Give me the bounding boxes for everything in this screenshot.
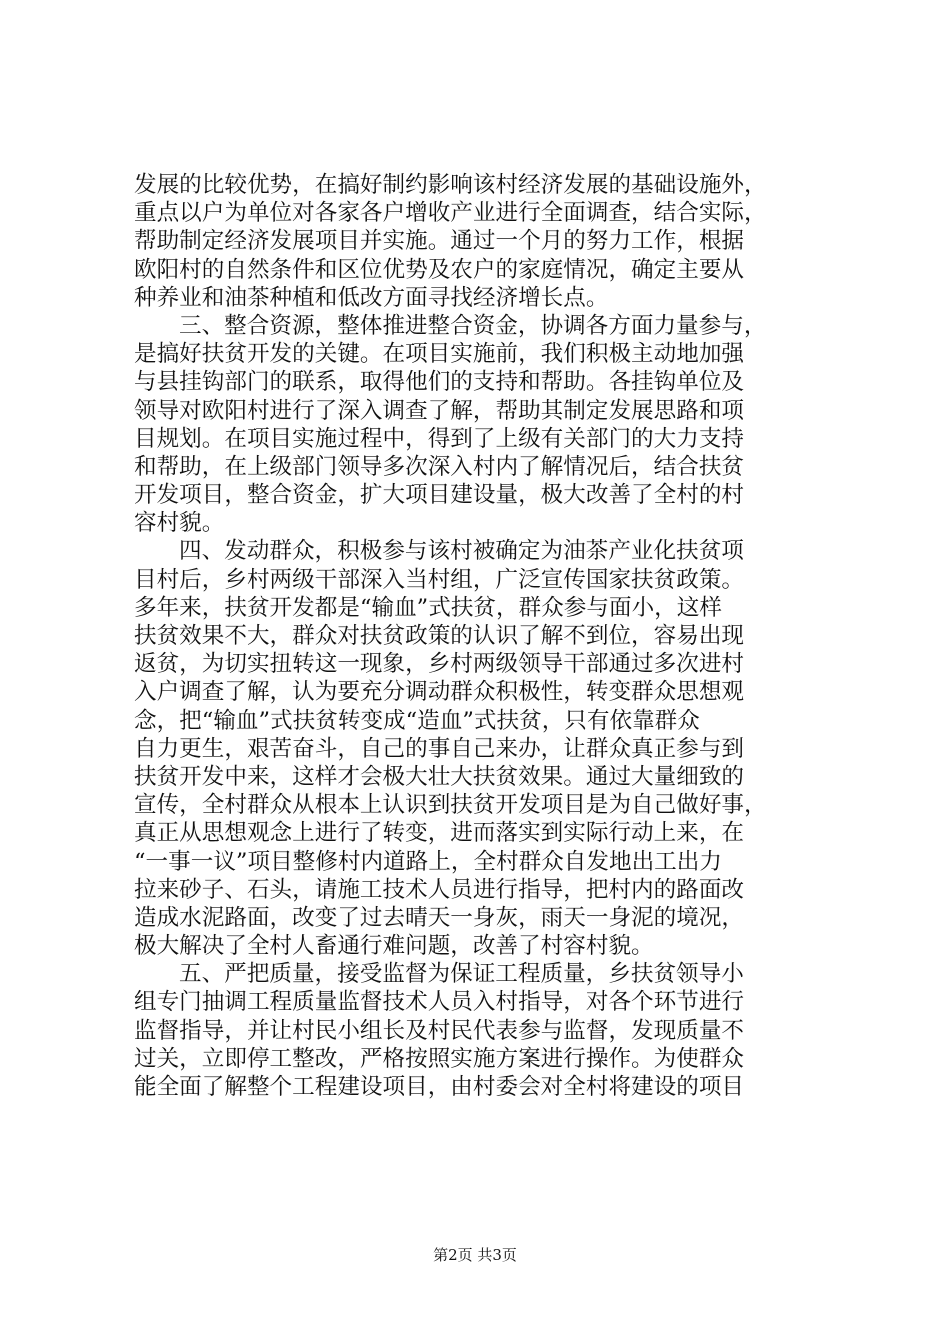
text-line: 目规划。在项目实施过程中，得到了上级有关部门的大力支持 — [134, 425, 745, 452]
text-line: 目村后，乡村两级干部深入当村组，广泛宣传国家扶贫政策。 — [134, 566, 745, 593]
text-line: 组专门抽调工程质量监督技术人员入村指导，对各个环节进行 — [134, 989, 745, 1016]
text-line: 扶贫开发中来，这样才会极大壮大扶贫效果。通过大量细致的 — [134, 763, 745, 790]
text-line: 拉来砂子、石头，请施工技术人员进行指导，把村内的路面改 — [134, 876, 745, 903]
text-line: 扶贫效果不大，群众对扶贫政策的认识了解不到位，容易出现 — [134, 623, 745, 649]
text-line: 与县挂钩部门的联系，取得他们的支持和帮助。各挂钩单位及 — [134, 369, 745, 396]
text-line: 三、整合资源，整体推进整合资金，协调各方面力量参与， — [179, 312, 767, 339]
text-line: 种养业和油茶种植和低改方面寻找经济增长点。 — [134, 284, 609, 311]
text-line: 发展的比较优势，在搞好制约影响该村经济发展的基础设施外， — [134, 172, 767, 198]
page-footer — [0, 1245, 950, 1265]
text-line: 返贫，为切实扭转这一现象，乡村两级领导干部通过多次进村 — [134, 651, 745, 678]
text-line: 造成水泥路面，改变了过去晴天一身灰，雨天一身泥的境况， — [134, 904, 745, 931]
text-line: 和帮助，在上级部门领导多次深入村内了解情况后，结合扶贫 — [134, 453, 745, 480]
text-line: 宣传，全村群众从根本上认识到扶贫开发项目是为自己做好事， — [134, 792, 767, 819]
text-line: 能全面了解整个工程建设项目，由村委会对全村将建设的项目 — [134, 1074, 745, 1100]
text-line: 开发项目，整合资金，扩大项目建设量，极大改善了全村的村 — [134, 482, 745, 509]
text-line: 五、严把质量，接受监督为保证工程质量，乡扶贫领导小 — [179, 961, 744, 988]
text-line: 极大解决了全村人畜通行难问题，改善了村容村貌。 — [134, 933, 654, 960]
text-line: 过关，立即停工整改，严格按照实施方案进行操作。为使群众 — [134, 1045, 745, 1072]
text-line: 念，把“输血”式扶贫转变成“造血”式扶贫，只有依靠群众 — [134, 707, 700, 734]
text-line: 自力更生，艰苦奋斗，自己的事自己来办，让群众真正参与到 — [134, 735, 745, 762]
text-line: 重点以户为单位对各家各户增收产业进行全面调查，结合实际， — [134, 200, 767, 227]
text-line: 帮助制定经济发展项目并实施。通过一个月的努力工作，根据 — [134, 228, 745, 255]
text-line: 四、发动群众，积极参与该村被确定为油茶产业化扶贫项 — [179, 538, 744, 565]
text-line: “一事一议”项目整修村内道路上，全村群众自发地出工出力 — [134, 848, 722, 875]
text-line: 监督指导，并让村民小组长及村民代表参与监督，发现质量不 — [134, 1017, 745, 1044]
text-line: 欧阳村的自然条件和区位优势及农户的家庭情况，确定主要从 — [134, 256, 745, 283]
page-number-label: 第2页 共3页 — [433, 1246, 517, 1264]
text-line: 是搞好扶贫开发的关键。在项目实施前，我们积极主动地加强 — [134, 341, 745, 368]
text-line: 真正从思想观念上进行了转变，进而落实到实际行动上来，在 — [134, 820, 745, 847]
text-line: 领导对欧阳村进行了深入调查了解，帮助其制定发展思路和项 — [134, 397, 745, 424]
body-text — [134, 171, 834, 1101]
text-line: 容村貌。 — [134, 510, 225, 537]
text-line: 入户调查了解，认为要充分调动群众积极性，转变群众思想观 — [134, 679, 745, 706]
text-line: 多年来，扶贫开发都是“输血”式扶贫，群众参与面小，这样 — [134, 594, 722, 621]
